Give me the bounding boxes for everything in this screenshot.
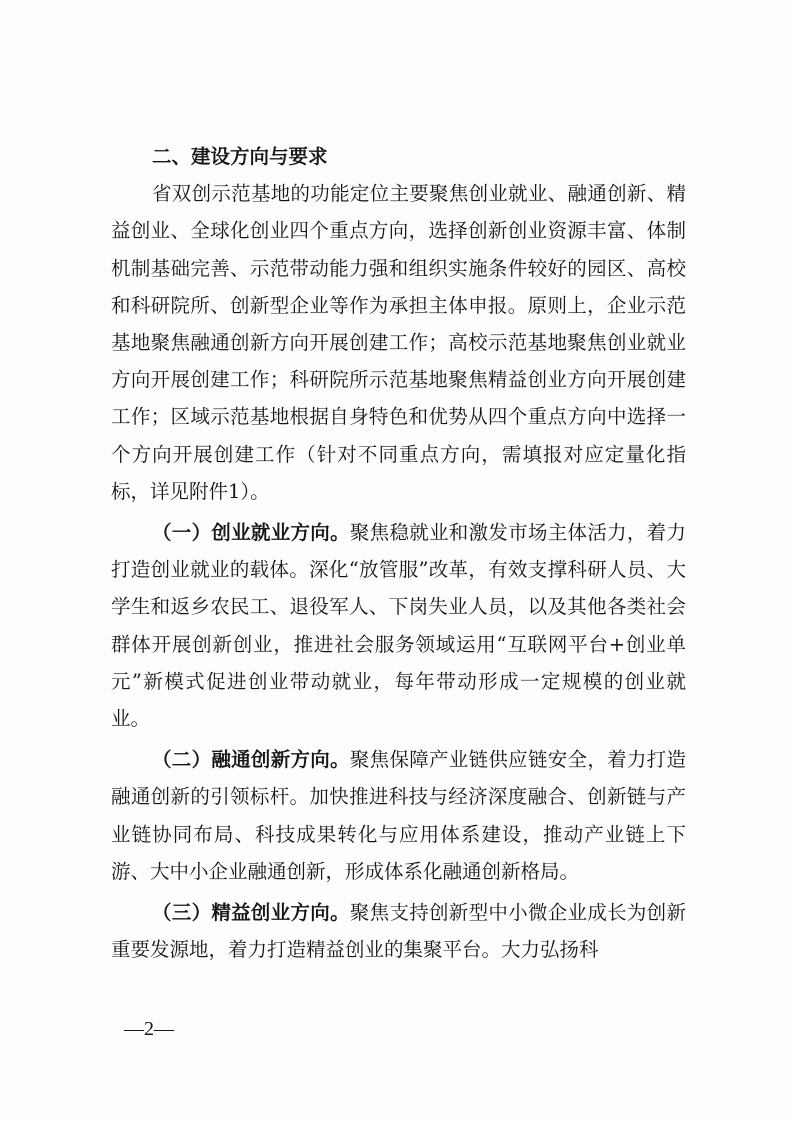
section-body-employment: 聚焦稳就业和激发市场主体活力，着力打造创业就业的载体。深化“放管服”改革，有效支撑科研人员、大学生和返乡农民工、退役军人、下岗失业人员，以及其他各类社会群体开展创新创业，推进社会服务领域运用“互联网平台+创业单元”新模式促进创业带动就业，每年带动形成一定规模的创业就业。 (111, 521, 686, 731)
document-body (111, 138, 686, 968)
section-lead-lean: （三）精益创业方向。 (152, 901, 350, 925)
section-body-integration: 聚焦保障产业链供应链安全，着力打造融通创新的引领标杆。加快推进科技与经济深度融合、创新链与产业链协同布局、科技成果转化与应用体系建设，推动产业链上下游、大中小企业融通创新，形成体系化融通创新格局。 (111, 748, 686, 883)
page-number: —2— (124, 1018, 174, 1040)
section-lead-integration: （二）融通创新方向。 (152, 748, 350, 772)
section-heading: 二、建设方向与要求 (152, 145, 328, 168)
section-paragraph-lean (111, 894, 686, 968)
intro-paragraph: 省双创示范基地的功能定位主要聚焦创业就业、融通创新、精益创业、全球化创业四个重点方向，选择创新创业资源丰富、体制机制基础完善、示范带动能力强和组织实施条件较好的园区、高校和科研院所、创新型企业等作为承担主体申报。原则上，企业示范基地聚焦融通创新方向开展创建工作；高校示范基地聚焦创业就业方向开展创建工作；科研院所示范基地聚焦精益创业方向开展创建工作；区域示范基地根据自身特色和优势从四个重点方向中选择一个方向开展创建工作（针对不同重点方向，需填报对应定量化指标，详见附件1）。 (111, 182, 686, 503)
section-paragraph-employment (111, 514, 686, 737)
section-paragraph-integration (111, 741, 686, 890)
section-lead-employment: （一）创业就业方向。 (152, 521, 350, 545)
section-body-lean: 聚焦支持创新型中小微企业成长为创新重要发源地，着力打造精益创业的集聚平台。大力弘扬科 (111, 901, 686, 962)
